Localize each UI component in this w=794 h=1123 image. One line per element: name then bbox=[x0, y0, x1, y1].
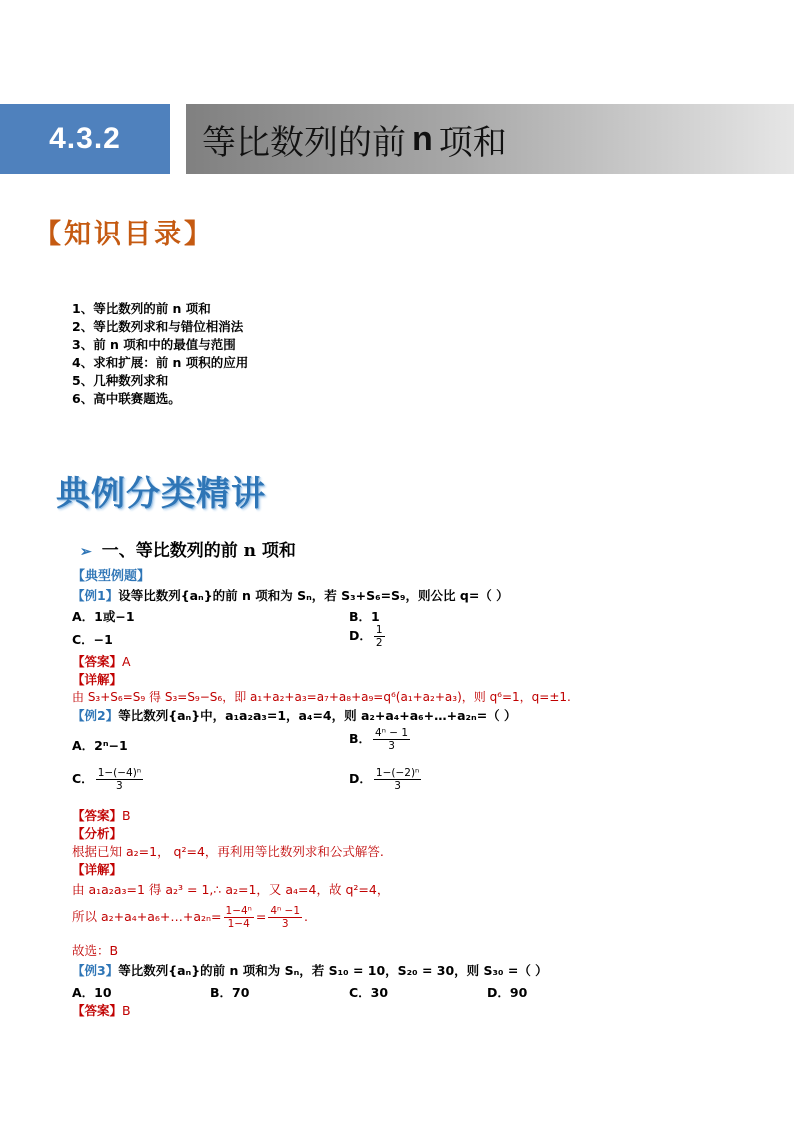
ex2-option-c-label: C． bbox=[72, 771, 94, 786]
title-post: 项和 bbox=[438, 122, 507, 163]
answer-value: A bbox=[122, 654, 131, 669]
example-3-text: 等比数列{aₙ}的前 n 项和为 Sₙ，若 S₁₀ = 10，S₂₀ = 30，则 S₃₀ =（ ） bbox=[118, 963, 548, 978]
toc-item: 5、几种数列求和 bbox=[72, 373, 169, 388]
ex3-option-a: A．10 bbox=[72, 985, 112, 1000]
ex1-option-d bbox=[349, 624, 387, 649]
fraction-denominator: 3 bbox=[388, 740, 395, 752]
ex2-analysis-tag: 【分析】 bbox=[72, 826, 123, 841]
ex2-option-d bbox=[349, 767, 423, 792]
ex2-option-c bbox=[72, 767, 145, 792]
fraction bbox=[268, 905, 302, 930]
fraction-numerator: 1−(−4)ⁿ bbox=[97, 767, 142, 779]
ex2-option-b bbox=[349, 727, 412, 752]
section-number: 4.3.2 bbox=[0, 104, 170, 174]
fraction-denominator: 1−4 bbox=[227, 918, 250, 930]
fraction-denominator: 3 bbox=[116, 780, 123, 792]
period: . bbox=[304, 909, 309, 924]
answer-value: B bbox=[122, 1003, 131, 1018]
ex1-option-d-label: D． bbox=[349, 628, 372, 643]
example-2-tag: 【例2】 bbox=[72, 708, 119, 723]
page-title bbox=[186, 104, 794, 174]
sub-section-label: 一、等比数列的前 n 项和 bbox=[101, 541, 296, 561]
answer-tag: 【答案】 bbox=[72, 808, 123, 823]
fraction bbox=[374, 767, 421, 792]
ex2-detail-tag: 【详解】 bbox=[72, 862, 123, 877]
equals-sign: = bbox=[255, 909, 267, 924]
example-3-tag: 【例3】 bbox=[72, 963, 119, 978]
toc-title: 【知识目录】 bbox=[34, 219, 214, 250]
answer-value: B bbox=[122, 808, 131, 823]
example-3-stem bbox=[72, 961, 548, 979]
example-1-stem bbox=[72, 586, 509, 604]
section-title: 典例分类精讲 bbox=[56, 474, 266, 514]
fraction-numerator: 1 bbox=[375, 624, 383, 636]
fraction-denominator: 2 bbox=[375, 637, 383, 649]
sub-section-title bbox=[80, 536, 296, 561]
ex1-option-b: B．1 bbox=[349, 609, 380, 624]
ex2-detail-line1: 由 a₁a₂a₃=1 得 a₂³ = 1,∴ a₂=1，又 a₄=4，故 q²=4， bbox=[72, 882, 390, 897]
toc-item: 6、高中联赛题选。 bbox=[72, 391, 181, 406]
ex2-option-d-label: D． bbox=[349, 771, 372, 786]
arrow-bullet-icon: ➢ bbox=[80, 544, 92, 560]
answer-tag: 【答案】 bbox=[72, 1003, 123, 1018]
ex2-answer bbox=[72, 806, 131, 824]
typical-examples-tag: 【典型例题】 bbox=[72, 569, 151, 584]
detail-text: 所以 a₂+a₄+a₆+…+a₂ₙ= bbox=[72, 909, 222, 924]
ex2-choose: 故选：B bbox=[72, 943, 119, 958]
ex1-option-c: C．−1 bbox=[72, 632, 113, 647]
title-n: n bbox=[412, 119, 433, 158]
title-pre: 等比数列的前 bbox=[202, 122, 406, 163]
ex3-option-d: D．90 bbox=[487, 985, 528, 1000]
ex3-option-c: C．30 bbox=[349, 985, 389, 1000]
fraction bbox=[224, 905, 254, 930]
ex2-option-b-label: B． bbox=[349, 731, 372, 746]
ex2-option-a: A．2ⁿ−1 bbox=[72, 738, 128, 753]
toc-item: 1、等比数列的前 n 项和 bbox=[72, 301, 211, 316]
ex1-option-a: A．1或−1 bbox=[72, 609, 135, 624]
ex2-analysis: 根据已知 a₂=1， q²=4，再利用等比数列求和公式解答. bbox=[72, 844, 384, 859]
ex1-detail-tag: 【详解】 bbox=[72, 672, 123, 687]
example-2-text: 等比数列{aₙ}中，a₁a₂a₃=1，a₄=4，则 a₂+a₄+a₆+…+a₂ₙ=（ ） bbox=[118, 708, 517, 723]
example-1-tag: 【例1】 bbox=[72, 588, 119, 603]
toc-item: 3、前 n 项和中的最值与范围 bbox=[72, 337, 236, 352]
ex2-detail-line2 bbox=[72, 905, 308, 930]
fraction bbox=[374, 624, 385, 649]
toc-list bbox=[72, 300, 248, 408]
ex1-answer bbox=[72, 652, 131, 670]
fraction-numerator: 4ⁿ −1 bbox=[270, 905, 301, 917]
fraction bbox=[373, 727, 410, 752]
ex3-answer bbox=[72, 1001, 131, 1019]
example-1-text: 设等比数列{aₙ}的前 n 项和为 Sₙ，若 S₃+S₆=S₉，则公比 q=（ ） bbox=[118, 588, 509, 603]
fraction-denominator: 3 bbox=[281, 918, 289, 930]
fraction-numerator: 1−4ⁿ bbox=[225, 905, 252, 917]
fraction bbox=[96, 767, 143, 792]
answer-tag: 【答案】 bbox=[72, 654, 123, 669]
example-2-stem bbox=[72, 706, 517, 724]
ex3-option-b: B．70 bbox=[210, 985, 250, 1000]
toc-item: 2、等比数列求和与错位相消法 bbox=[72, 319, 244, 334]
fraction-numerator: 1−(−2)ⁿ bbox=[375, 767, 420, 779]
toc-item: 4、求和扩展：前 n 项积的应用 bbox=[72, 355, 249, 370]
fraction-numerator: 4ⁿ − 1 bbox=[375, 727, 409, 739]
ex1-detail: 由 S₃+S₆=S₉ 得 S₃=S₉−S₆，即 a₁+a₂+a₃=a₇+a₈+a₉=q⁶(a₁+a₂+a₃)，则 q⁶=1，q=±1. bbox=[72, 690, 571, 704]
fraction-denominator: 3 bbox=[394, 780, 401, 792]
